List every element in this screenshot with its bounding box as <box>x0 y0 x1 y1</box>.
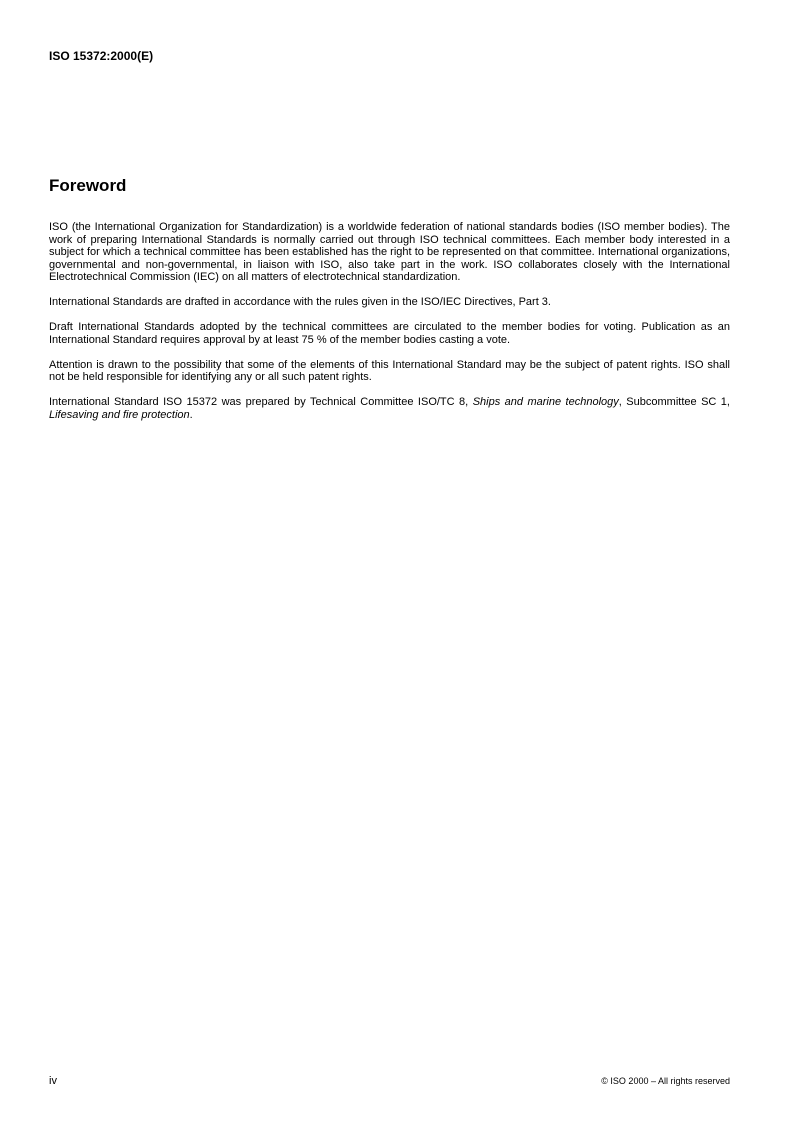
committee-name: Ships and marine technology <box>472 396 619 408</box>
document-id: ISO 15372:2000(E) <box>49 49 154 63</box>
preparation-text-3: . <box>189 408 193 421</box>
paragraph-patent-rights: Attention is drawn to the possibility that some of the elements of this International Standard may be the subject of patent rights. ISO shall not be held responsible for identifying any or all such patent rights. <box>49 358 730 383</box>
preparation-text-2: , Subcommittee SC 1, <box>618 396 730 408</box>
page-number: iv <box>49 1075 57 1087</box>
copyright-notice: © ISO 2000 – All rights reserved <box>601 1076 730 1086</box>
paragraph-voting: Draft International Standards adopted by the technical committees are circulated to the member bodies for voting. Publication as an International Standard requires approval by at least 75 % of the member bodies casting a vote. <box>49 321 730 346</box>
preparation-text-1: International Standard ISO 15372 was prepared by Technical Committee ISO/TC 8, <box>49 396 473 408</box>
paragraph-iso-overview: ISO (the International Organization for Standardization) is a worldwide federation of national standards bodies (ISO member bodies). The work of preparing International Standards is normally carried out through ISO technical committees. Each member body interested in a subject for which a technical committee has been established has the right to be represented on that committee. International organizations, governmental and non-governmental, in liaison with ISO, also take part in the work. ISO collaborates closely with the International Electrotechnical Commission (IEC) on all matters of electrotechnical standardization. <box>49 221 730 283</box>
subcommittee-name: Lifesaving and fire protection <box>49 408 190 421</box>
section-title: Foreword <box>49 176 127 195</box>
paragraph-preparation <box>49 396 730 421</box>
foreword-body <box>49 221 730 434</box>
paragraph-directives: International Standards are drafted in accordance with the rules given in the ISO/IEC Directives, Part 3. <box>49 296 551 308</box>
